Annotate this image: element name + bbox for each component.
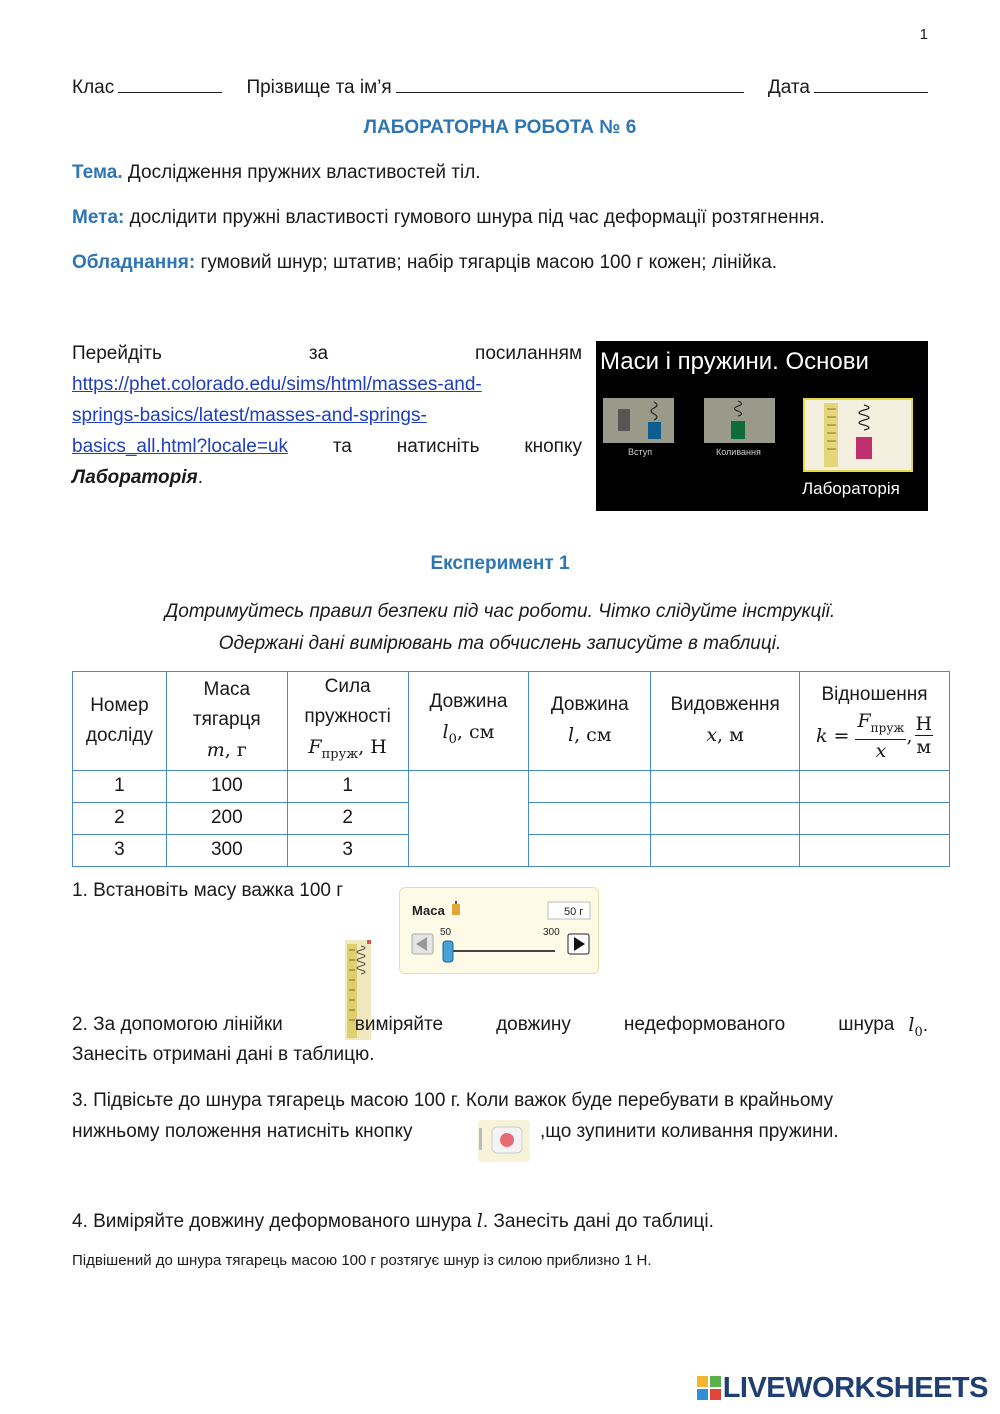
ratio-input[interactable] [800,802,950,834]
increment-arrow-button[interactable] [568,934,589,954]
initial-length-input[interactable] [408,770,529,866]
variable-l: l [908,1014,915,1036]
topic-text: Дослідження пружних властивостей тіл. [127,162,481,183]
phet-link-end[interactable]: basics_all.html?locale=uk [72,436,288,457]
equipment-text: гумовий шнур; штатив; набір тягарців масою 100 г кожен; лінійка. [200,252,778,273]
step-2-line2: Занесіть отримані дані в таблицю. [72,1044,375,1065]
slider-min-label: 50 [440,927,452,938]
instructions-line1: Дотримуйтесь правил безпеки під час роботи. Чітко слідуйте інструкції. [164,601,836,622]
mass-cell: 100 [166,770,287,802]
ratio-input[interactable] [800,770,950,802]
intro-word: за [308,343,329,364]
mass-value: 50 г [564,906,584,918]
step-1: 1. Встановіть масу важка 100 г [72,880,344,901]
subscript: 0 [914,1024,923,1040]
ratio-input[interactable] [800,834,950,866]
intro-screen-thumbnail[interactable] [603,398,674,457]
step-4 [72,1206,714,1237]
elongation-input[interactable] [651,770,800,802]
force-cell: 2 [287,802,408,834]
trial-number: 1 [73,770,167,802]
intro-word: посиланням [475,343,583,364]
intro-word: натисніть [396,436,480,457]
goal-text: дослідити пружні властивості гумового шнура під час деформації розтягнення. [129,207,825,228]
intro-word: та [332,436,352,457]
topic-label: Тема. [72,162,123,183]
trial-number: 3 [73,834,167,866]
table-header-row [73,672,950,771]
weight-icon [452,901,460,915]
mass-cell: 200 [166,802,287,834]
phet-link[interactable]: https://phet.colorado.edu/sims/html/masses-and- springs-basics/latest/masses-and-springs- [72,374,482,426]
length-input[interactable] [529,770,651,802]
decrement-arrow-button[interactable] [412,934,433,954]
logo-text: LIVEWORKSHEETS [722,1372,988,1404]
page-title: ЛАБОРАТОРНА РОБОТА № 6 [363,117,637,138]
step-2-text: виміряйте довжину недеформованого шнура [354,1014,895,1035]
data-table [72,671,950,867]
topic-line [72,162,928,184]
instructions [0,596,1000,660]
liveworksheets-icon [697,1376,721,1402]
header-initial-length: Довжина $l_0$, см [408,672,529,771]
sim-title: Маси і пружини. Основи [600,348,869,375]
equipment-label: Обладнання: [72,252,196,273]
slider-thumb[interactable] [443,941,453,962]
variable-l: l [476,1210,483,1232]
goal-line [72,207,928,229]
screen3-label: Лабораторія [802,479,900,498]
period: . [922,1015,928,1036]
note: Підвішений до шнура тягарець масою 100 г розтягує шнур із силою приблизно 1 Н. [72,1252,652,1269]
mass-cell: 300 [166,834,287,866]
step-4-text: . Занесіть дані до таблиці. [482,1211,714,1232]
step-2-text: 2. За допомогою лінійки [72,1014,283,1035]
mass-slider-widget [399,887,599,974]
name-label: Прізвище та ім’я [246,77,392,98]
screen1-label: Вступ [628,447,653,457]
lab-button-name: Лабораторія [72,467,198,488]
table-row [73,770,950,802]
student-header [72,72,928,99]
header-trial-number: Номер досліду [73,672,167,771]
elongation-input[interactable] [651,834,800,866]
screen2-label: Коливання [716,447,761,457]
simulation-banner[interactable] [596,341,928,511]
step-3-line2-end: ,що зупинити коливання пружини. [540,1121,839,1142]
equipment-line [72,252,928,274]
class-field[interactable] [118,72,222,93]
intro-paragraph [72,338,582,493]
length-input[interactable] [529,834,651,866]
header-mass: Маса тягарця m, г [166,672,287,771]
experiment-title: Експеримент 1 [430,553,570,574]
force-cell: 1 [287,770,408,802]
length-input[interactable] [529,802,651,834]
trial-number: 2 [73,802,167,834]
lab-screen-thumbnail[interactable] [802,399,912,498]
page-number: 1 [919,26,928,43]
name-field[interactable] [396,72,744,93]
date-label: Дата [767,77,810,98]
step-3-line2-start: нижньому положення натисніть кнопку [72,1121,413,1142]
step-4-text: 4. Виміряйте довжину деформованого шнура [72,1211,472,1232]
header-ratio: Відношення k = $F_{пруж}$ x , Н м [800,672,950,771]
intro-word: Перейдіть [72,343,162,364]
step-3-line1: 3. Підвісьте до шнура тягарець масою 100 г. Коли важок буде перебувати в крайньому [72,1090,834,1111]
date-field[interactable] [814,72,928,93]
liveworksheets-logo [697,1372,988,1405]
header-length: Довжина l, см [529,672,651,771]
oscillation-screen-thumbnail[interactable] [704,398,775,457]
header-elongation: Видовження x, м [651,672,800,771]
mass-label: Маса [412,903,445,918]
header-force: Сила пружності $F_{пруж}$, Н [287,672,408,771]
elongation-input[interactable] [651,802,800,834]
instructions-line2: Одержані дані вимірювань та обчислень записуйте в таблиці. [218,633,782,654]
stop-button-icon [478,1120,530,1162]
intro-word: кнопку [524,436,582,457]
class-label: Клас [72,77,115,98]
simulation-banner-art [596,341,928,511]
goal-label: Мета: [72,207,125,228]
period: . [197,467,203,488]
force-cell: 3 [287,834,408,866]
slider-max-label: 300 [543,927,560,938]
